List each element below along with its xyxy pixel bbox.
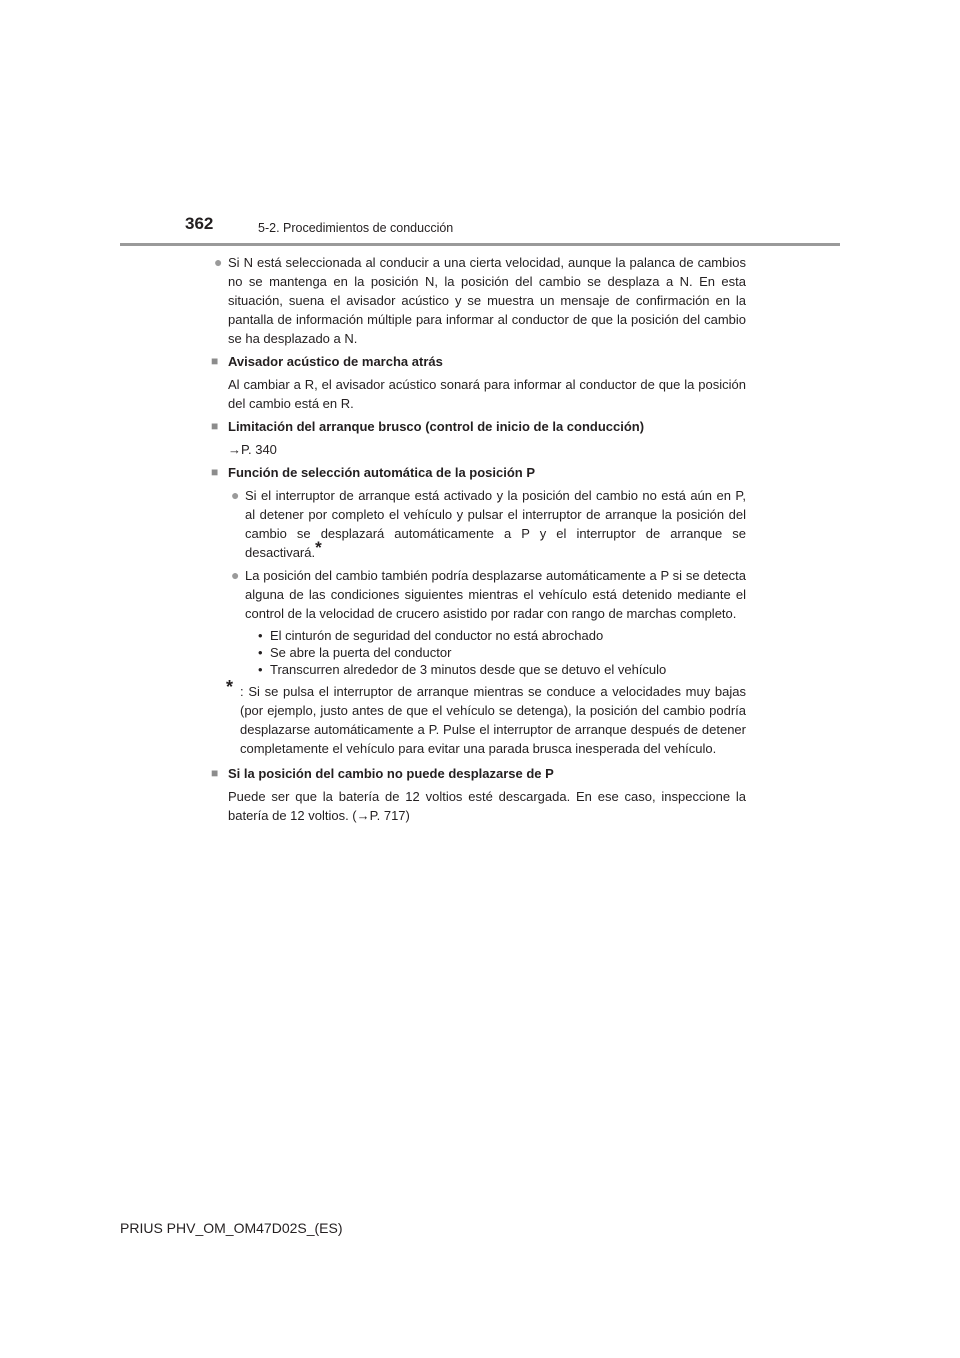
list-item: • Transcurren alrededor de 3 minutos desde que se detuvo el vehículo <box>258 662 667 677</box>
auto-p-bullet-1: ● Si el interruptor de arranque está activado y la posición del cambio no está aún en P, al detener por completo el vehículo y pulsar el interruptor de arranque la posición del cambio se desplazará automáticamente a P y el interruptor de arranque se desactivará.* <box>231 487 746 560</box>
conditions-list <box>228 627 746 678</box>
section-body-reverse-buzzer: Al cambiar a R, el avisador acústico sonará para informar al conductor de que la posición del cambio está en R. <box>228 377 746 411</box>
section-body-drive-start-control: →P. 340 <box>228 442 277 457</box>
section-title: 5-2. Procedimientos de conducción <box>258 221 454 235</box>
list-item: • Se abre la puerta del conductor <box>258 645 452 660</box>
document-footer: PRIUS PHV_OM_OM47D02S_(ES) <box>120 1220 343 1236</box>
page-number: 362 <box>185 214 214 233</box>
circle-bullet-icon: ● <box>214 254 223 270</box>
list-item: • El cinturón de seguridad del conductor no está abrochado <box>258 628 604 643</box>
auto-p-selection-content <box>211 486 746 678</box>
square-bullet-icon: ■ <box>211 354 219 368</box>
section-heading-drive-start-control: ■ Limitación del arranque brusco (control de inicio de la conducción) <box>211 419 645 434</box>
footnote-text: : Si se pulsa el interruptor de arranque mientras se conduce a velocidades muy bajas (por ejemplo, justo antes de que el vehículo se detenga), la posición del cambio podría desplazarse automáticamente a P. Pulse el interruptor de arranque después de detener completamente el vehículo para evitar una parada brusca inesperada del vehículo. <box>240 684 746 756</box>
section-body-cannot-shift-from-p: Puede ser que la batería de 12 voltios esté descargada. En ese caso, inspeccione la batería de 12 voltios. (→P. 717) <box>228 789 746 823</box>
circle-bullet-icon: ● <box>231 487 240 503</box>
header-divider <box>120 243 840 246</box>
dot-bullet-icon: • <box>258 645 263 660</box>
square-bullet-icon: ■ <box>211 419 219 433</box>
auto-p-bullet-2: ● La posición del cambio también podría desplazarse automáticamente a P si se detecta alguna de las condiciones siguientes mientras el vehículo está detenido mediante el control de la velocidad de crucero asistido por radar con rango de marchas completo. <box>231 567 746 621</box>
section-heading-auto-p-selection: ■ Función de selección automática de la posición P <box>211 465 536 480</box>
footnote-marker: * <box>226 677 234 697</box>
square-bullet-icon: ■ <box>211 766 219 780</box>
intro-bullet-text: Si N está seleccionada al conducir a una cierta velocidad, aunque la palanca de cambios no se mantenga en la posición N, la posición del cambio se desplaza a N. En esta situación, suena el avisador acústico y se muestra un mensaje de confirmación en la pantalla de información múltiple para informar al conductor de que la posición del cambio se ha desplazado a N. <box>228 255 746 346</box>
page-content <box>211 253 746 829</box>
dot-bullet-icon: • <box>258 662 263 677</box>
circle-bullet-icon: ● <box>231 567 240 583</box>
section-heading-cannot-shift-from-p: ■ Si la posición del cambio no puede desplazarse de P <box>211 766 554 781</box>
dot-bullet-icon: • <box>258 628 263 643</box>
square-bullet-icon: ■ <box>211 465 219 479</box>
footnote <box>211 677 746 758</box>
section-heading-reverse-buzzer: ■ Avisador acústico de marcha atrás <box>211 354 443 369</box>
footnote-reference: * <box>315 538 322 557</box>
intro-bullet-item <box>211 253 746 348</box>
